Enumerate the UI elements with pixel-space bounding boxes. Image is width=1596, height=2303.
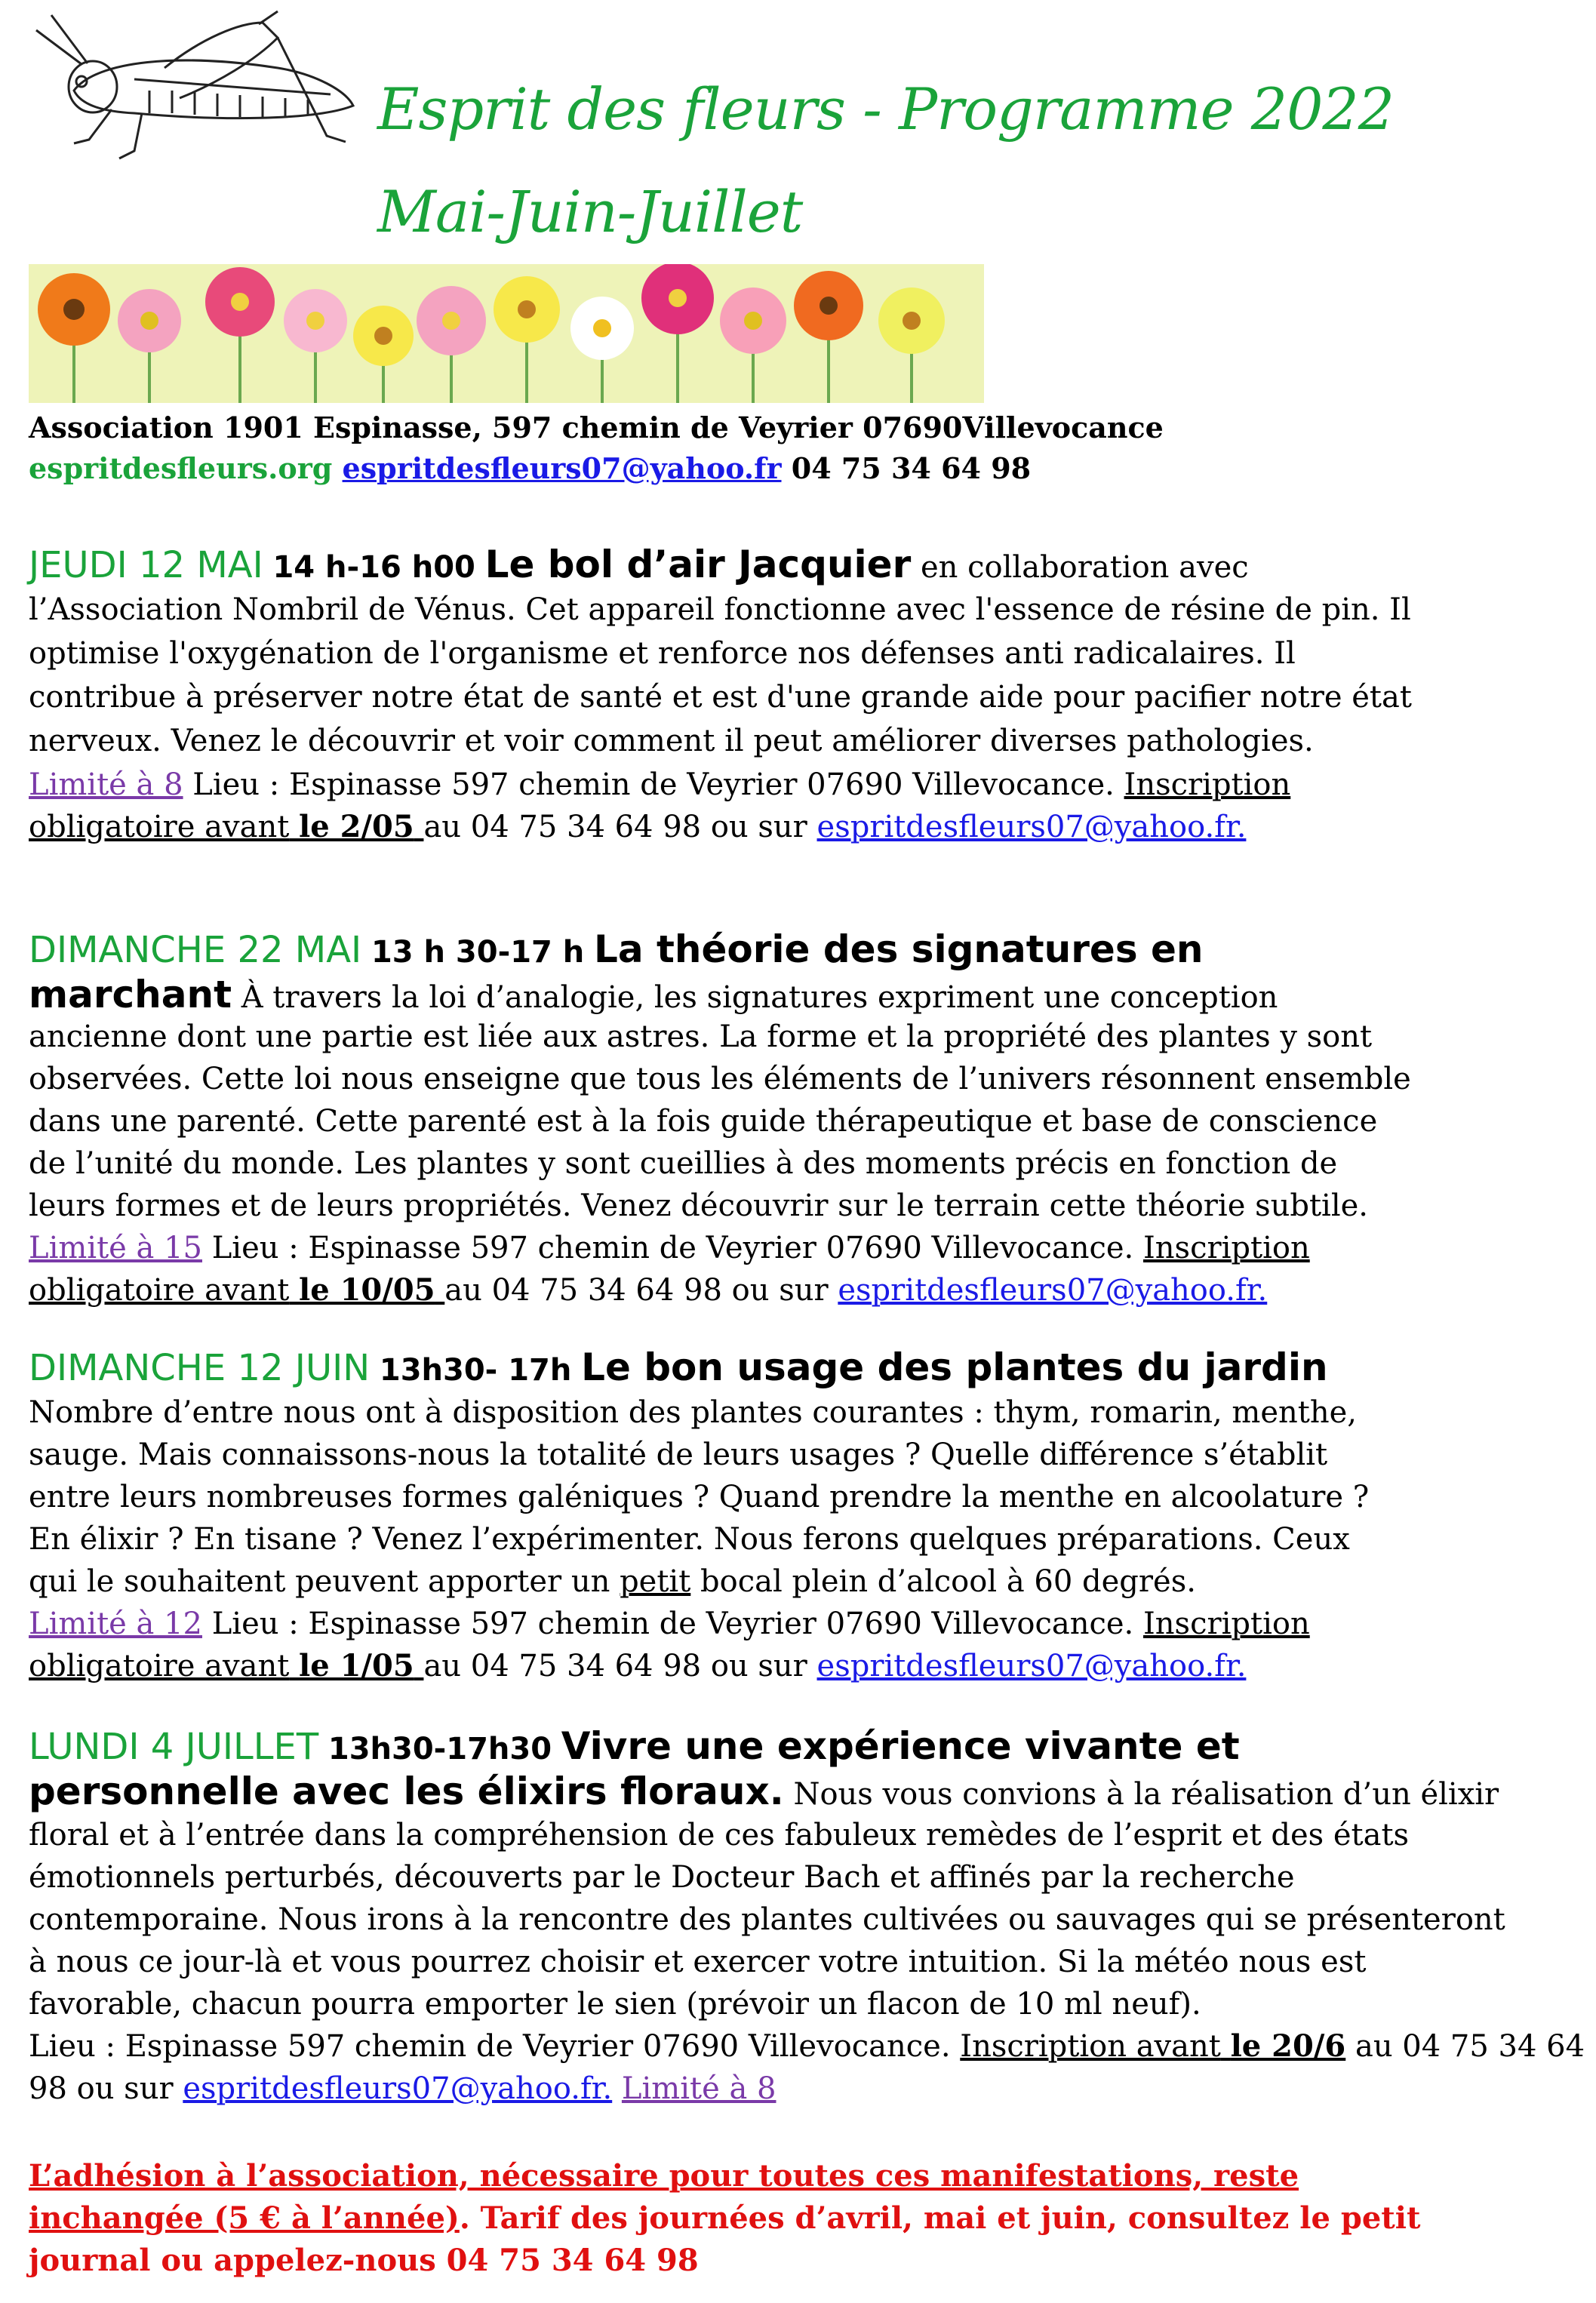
page-title: Esprit des fleurs - Programme 2022 — [377, 75, 1395, 143]
event-2-text: leurs formes et de leurs propriétés. Venez découvrir sur le terrain cette théorie subtile. — [29, 1188, 1369, 1223]
event-3-heading: DIMANCHE 12 JUIN 13h30- 17h Le bon usage des plantes du jardin — [29, 1345, 1328, 1389]
event-3-info: Limité à 12 Lieu : Espinasse 597 chemin de Veyrier 07690 Villevocance. Inscription — [29, 1607, 1310, 1641]
contact-phone: 04 75 34 64 98 — [791, 451, 1032, 485]
flower-banner-image — [29, 264, 984, 403]
grasshopper-icon — [29, 8, 361, 166]
membership-notice: L’adhésion à l’association, nécessaire pour toutes ces manifestations, reste — [29, 2158, 1299, 2194]
event-3-text: En élixir ? En tisane ? Venez l’expérimenter. Nous ferons quelques préparations. Ceux — [29, 1522, 1350, 1557]
membership-notice-3: journal ou appelez-nous 04 75 34 64 98 — [29, 2243, 699, 2278]
contact-line — [29, 451, 1031, 485]
email-link[interactable]: espritdesfleurs07@yahoo.fr. — [816, 810, 1247, 844]
event-2-text: ancienne dont une partie est liée aux astres. La forme et la propriété des plantes y sont — [29, 1019, 1373, 1054]
website-link[interactable]: espritdesfleurs.org — [29, 451, 333, 485]
event-2-heading: DIMANCHE 22 MAI 13 h 30-17 h La théorie des signatures en — [29, 927, 1204, 971]
event-2-info: Limité à 15 Lieu : Espinasse 597 chemin de Veyrier 07690 Villevocance. Inscription — [29, 1231, 1310, 1265]
event-4-text: émotionnels perturbés, découverts par le Docteur Bach et affinés par la recherche — [29, 1860, 1295, 1895]
event-4-heading: LUNDI 4 JUILLET 13h30-17h30 Vivre une expérience vivante et — [29, 1724, 1240, 1768]
event-1-text: contribue à préserver notre état de santé et est d'une grande aide pour pacifier notre état — [29, 680, 1412, 715]
event-4-text: contemporaine. Nous irons à la rencontre des plantes cultivées ou sauvages qui se présenteront — [29, 1902, 1505, 1937]
event-1-heading: JEUDI 12 MAI 14 h-16 h00 Le bol d’air Jacquier en collaboration avec — [29, 543, 1249, 586]
event-2-registration: obligatoire avant le 10/05 au 04 75 34 64 98 ou sur espritdesfleurs07@yahoo.fr. — [29, 1272, 1268, 1308]
event-1-text: l’Association Nombril de Vénus. Cet appareil fonctionne avec l'essence de résine de pin. Il — [29, 592, 1411, 627]
event-3-text: sauge. Mais connaissons-nous la totalité de leurs usages ? Quelle différence s’établit — [29, 1437, 1328, 1472]
event-1-registration: obligatoire avant le 2/05 au 04 75 34 64 98 ou sur espritdesfleurs07@yahoo.fr. — [29, 809, 1247, 844]
event-3-text: Nombre d’entre nous ont à disposition des plantes courantes : thym, romarin, menthe, — [29, 1395, 1357, 1430]
event-4-registration: 98 ou sur espritdesfleurs07@yahoo.fr. Limité à 8 — [29, 2071, 776, 2106]
limit-link[interactable]: Limité à 8 — [621, 2071, 776, 2106]
event-1-text: optimise l'oxygénation de l'organisme et renforce nos défenses anti radicalaires. Il — [29, 636, 1296, 671]
page-subtitle: Mai-Juin-Juillet — [377, 178, 803, 245]
limit-link[interactable]: Limité à 8 — [29, 767, 183, 802]
email-link[interactable]: espritdesfleurs07@yahoo.fr — [342, 451, 782, 485]
event-2-text: dans une parenté. Cette parenté est à la fois guide thérapeutique et base de conscience — [29, 1104, 1378, 1139]
event-4-heading-cont: personnelle avec les élixirs floraux. Nous vous convions à la réalisation d’un élixir — [29, 1770, 1499, 1813]
event-3-text-last: qui le souhaitent peuvent apporter un petit bocal plein d’alcool à 60 degrés. — [29, 1564, 1196, 1599]
event-3-text: entre leurs nombreuses formes galéniques ? Quand prendre la menthe en alcoolature ? — [29, 1480, 1370, 1514]
event-4-info: Lieu : Espinasse 597 chemin de Veyrier 07690 Villevocance. Inscription avant le 20/6 au 04 75 34 64 — [29, 2028, 1585, 2064]
event-4-text: à nous ce jour-là et vous pourrez choisir et exercer votre intuition. Si la météo nous est — [29, 1945, 1367, 1979]
membership-notice-2: inchangée (5 € à l’année). Tarif des journées d’avril, mai et juin, consultez le petit — [29, 2200, 1421, 2236]
event-4-text: floral et à l’entrée dans la compréhension de ces fabuleux remèdes de l’esprit et des états — [29, 1818, 1410, 1853]
event-2-heading-cont: marchant À travers la loi d’analogie, les signatures expriment une conception — [29, 973, 1278, 1016]
email-link[interactable]: espritdesfleurs07@yahoo.fr. — [816, 1649, 1247, 1683]
event-3-registration: obligatoire avant le 1/05 au 04 75 34 64 98 ou sur espritdesfleurs07@yahoo.fr. — [29, 1648, 1247, 1683]
event-4-text: favorable, chacun pourra emporter le sien (prévoir un flacon de 10 ml neuf). — [29, 1987, 1201, 2022]
contact-address: Association 1901 Espinasse, 597 chemin de Veyrier 07690Villevocance — [29, 410, 1164, 444]
event-1-text: nerveux. Venez le découvrir et voir comment il peut améliorer diverses pathologies. — [29, 724, 1314, 758]
limit-link[interactable]: Limité à 15 — [29, 1231, 202, 1265]
email-link[interactable]: espritdesfleurs07@yahoo.fr. — [183, 2071, 613, 2106]
email-link[interactable]: espritdesfleurs07@yahoo.fr. — [838, 1273, 1268, 1308]
event-2-text: de l’unité du monde. Les plantes y sont cueillies à des moments précis en fonction de — [29, 1146, 1338, 1181]
event-2-text: observées. Cette loi nous enseigne que tous les éléments de l’univers résonnent ensemble — [29, 1062, 1411, 1096]
limit-link[interactable]: Limité à 12 — [29, 1607, 202, 1641]
event-1-info: Limité à 8 Lieu : Espinasse 597 chemin de Veyrier 07690 Villevocance. Inscription — [29, 767, 1291, 802]
